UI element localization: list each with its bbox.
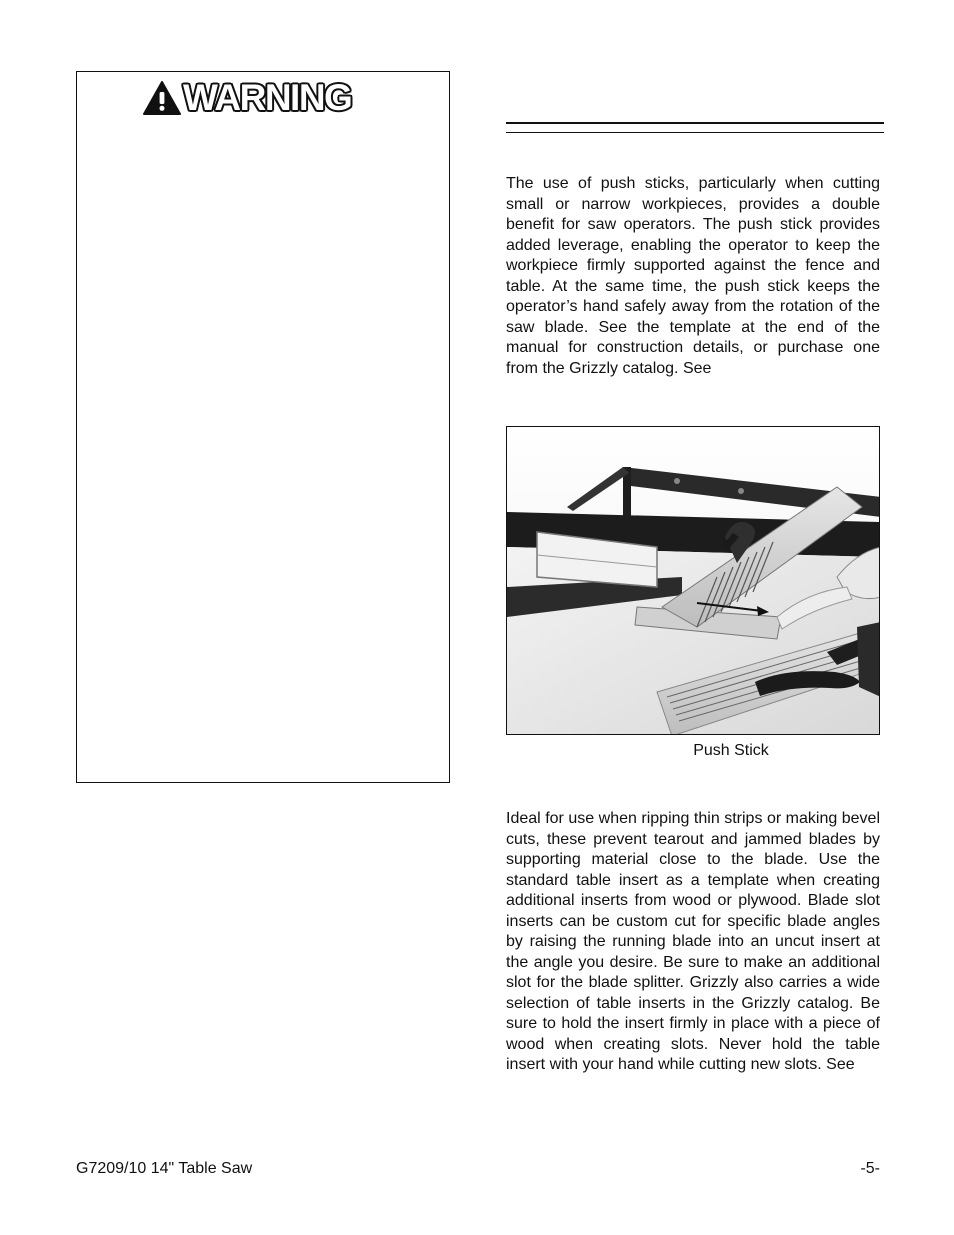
warning-box [76, 71, 450, 783]
section-rule-thick [506, 122, 884, 124]
warning-title: WARNING [183, 77, 352, 118]
push-stick-paragraph: The use of push sticks, particularly when cutting small or narrow workpieces, provides a double benefit for saw operators. The push stick provides added leverage, enabling the operator to keep the workpiece firmly supported against the fence and table. At the same time, the push stick keeps the operator’s hand safely away from the rotation of the saw blade. See the template at the end of the manual for construction details, or purchase one from the Grizzly catalog. See [506, 175, 880, 377]
footer-page-number: -5- [860, 1160, 880, 1177]
table-insert-paragraph: Ideal for use when ripping thin strips or making bevel cuts, these prevent tearout and jammed blades by supporting material close to the blade. Use the standard table insert as a template when creating additional inserts from wood or plywood. Blade slot inserts can be custom cut for specific blade angles by raising the running blade into an uncut insert at the angle you desire. Be sure to make an additional slot for the blade splitter. Grizzly also carries a wide selection of table inserts in the Grizzly catalog. Be sure to hold the insert firmly in place with a piece of wood when creating slots. Never hold the table insert with your hand while cutting new slots. See [506, 810, 880, 1073]
exclamation-triangle-icon [143, 80, 181, 116]
warning-header [143, 76, 351, 120]
push-stick-photo [507, 427, 880, 735]
section-rule-thin [506, 132, 884, 133]
figure-caption: Push Stick [693, 742, 769, 759]
footer-model: G7209/10 14" Table Saw [76, 1160, 253, 1177]
push-stick-figure [506, 426, 880, 735]
